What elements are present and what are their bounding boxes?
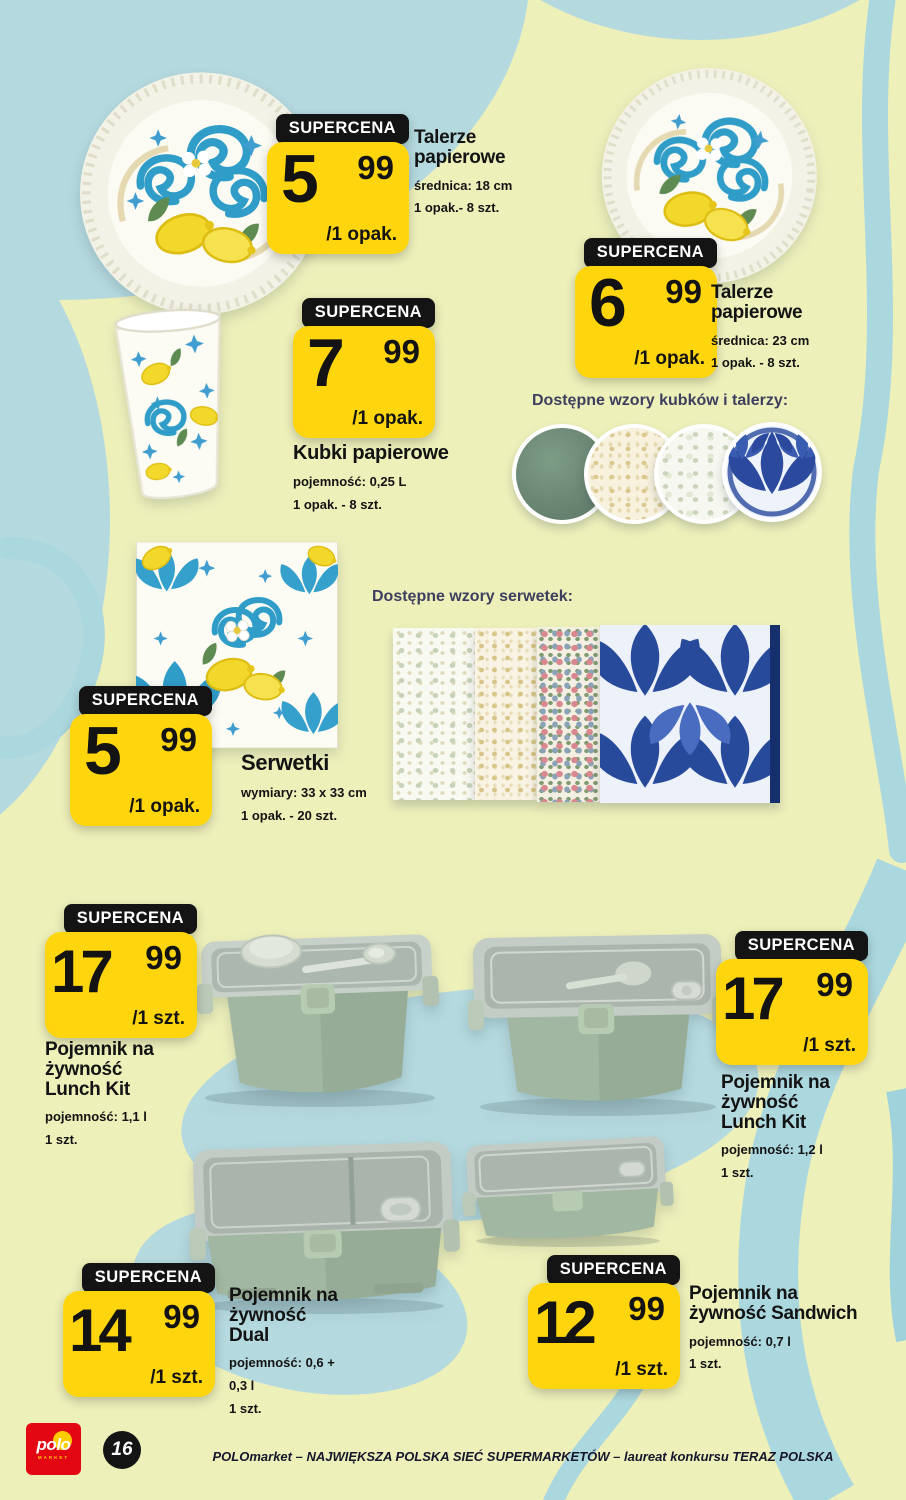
price-box [45,932,197,1038]
product-title: Pojemnik na żywność Lunch Kit [45,1039,154,1100]
price-main: 14 [69,1297,128,1364]
price-frac: 99 [160,721,197,758]
price-frac: 99 [816,966,853,1003]
price-main: 7 [307,325,342,401]
product-info-plate-23 [711,283,815,375]
price-frac: 99 [357,149,394,186]
page-number-badge: 16 [103,1431,141,1469]
product-info-napkins [241,752,371,827]
price-box [575,266,717,378]
price-main: 17 [51,938,110,1005]
supercena-badge-cup [293,298,435,438]
product-detail: pojemność: 1,1 l [45,1109,147,1125]
supercena-label: SUPERCENA [276,114,409,144]
price-box [528,1283,680,1389]
product-detail: 1 szt. [45,1132,78,1147]
price-box [267,142,409,254]
price-main: 17 [722,965,781,1032]
footer-slogan: POLOmarket – NAJWIĘKSZA POLSKA SIEĆ SUPERMARKETÓW – laureat konkursu TERAZ POLSKA [212,1449,834,1464]
cup-plate-patterns-heading: Dostępne wzory kubków i talerzy: [532,392,789,409]
product-title: Serwetki [241,750,330,775]
price-frac: 99 [163,1298,200,1335]
napkin-patterns-heading: Dostępne wzory serwetek: [372,588,573,605]
price-box [63,1291,215,1397]
price-main: 5 [84,713,119,789]
product-info-lunch-kit-2 [721,1073,833,1185]
supercena-label: SUPERCENA [82,1263,215,1293]
price-unit: /1 szt. [150,1367,203,1388]
product-title: Kubki papierowe [293,442,449,464]
product-title: Pojemnik na żywność Sandwich [689,1283,858,1324]
supercena-badge-napkins [70,686,212,826]
product-detail: wymiary: 33 x 33 cm [241,784,367,800]
supercena-badge-dual [63,1263,215,1397]
price-unit: /1 opak. [129,796,200,817]
napkin-pattern-pink-flowers-swatch [537,627,600,802]
product-detail: 1 szt. [229,1400,262,1416]
price-main: 12 [534,1289,593,1356]
product-detail: średnica: 23 cm [711,332,810,348]
product-detail: 1 szt. [721,1165,754,1180]
logo-wordmark: polo [36,1435,71,1454]
product-detail: pojemność: 0,7 l [689,1333,791,1349]
price-box [70,714,212,826]
supercena-label: SUPERCENA [735,931,868,961]
price-frac: 99 [665,273,702,310]
product-title: Talerze papierowe [711,282,803,323]
product-info-dual [229,1286,341,1421]
logo-subtext: MARKET [37,1455,70,1460]
lunch-kit-1-image [185,884,450,1109]
price-unit: /1 szt. [803,1035,856,1056]
price-frac: 99 [145,939,182,976]
lunch-kit-2-image [458,890,738,1118]
product-detail: 1 opak. - 8 szt. [293,496,382,512]
product-detail: pojemność: 0,25 L [293,473,407,489]
product-title: Pojemnik na żywność Lunch Kit [721,1072,830,1133]
product-detail: 1 opak.- 8 szt. [414,200,500,216]
price-main: 6 [589,265,624,341]
supercena-badge-sandwich [528,1255,680,1389]
price-unit: /1 opak. [634,348,705,369]
product-info-plate-18 [414,128,518,220]
product-title: Pojemnik na żywność Dual [229,1285,338,1346]
napkin-pattern-green-leaves-swatch [393,628,475,800]
price-main: 5 [281,141,316,217]
supercena-badge-lunch-kit-1 [45,904,197,1038]
supercena-label: SUPERCENA [547,1255,680,1285]
product-detail: pojemność: 1,2 l [721,1142,823,1158]
price-frac: 99 [628,1290,665,1327]
supercena-label: SUPERCENA [79,686,212,716]
product-detail: 1 szt. [689,1356,722,1372]
product-detail: pojemność: 0,6 + 0,3 l [229,1355,335,1393]
supercena-badge-lunch-kit-2 [716,931,868,1065]
price-unit: /1 szt. [132,1008,185,1029]
price-unit: /1 opak. [326,224,397,245]
price-box [293,326,435,438]
paper-cup-image [80,292,265,528]
sandwich-container-image [460,1135,675,1247]
price-unit: /1 szt. [615,1359,668,1380]
price-unit: /1 opak. [352,408,423,429]
supercena-badge-plate-18 [267,114,409,254]
napkin-pattern-blue-damask-swatch [600,625,780,803]
product-detail: 1 opak. - 20 szt. [241,807,338,823]
product-title: Talerze papierowe [414,127,506,168]
product-info-sandwich [689,1284,877,1376]
supercena-badge-plate-23 [575,238,717,378]
product-detail: 1 opak. - 8 szt. [711,355,800,371]
product-info-lunch-kit-1 [45,1040,157,1152]
supercena-label: SUPERCENA [64,904,197,934]
supercena-label: SUPERCENA [584,238,717,268]
napkin-pattern-gold-floral-swatch [475,628,537,800]
plate-pattern-blue-damask-swatch [722,422,822,522]
product-info-cup [293,443,449,516]
price-box [716,959,868,1065]
product-detail: średnica: 18 cm [414,177,513,193]
price-frac: 99 [383,333,420,370]
polo-market-logo [26,1423,81,1475]
supercena-label: SUPERCENA [302,298,435,328]
